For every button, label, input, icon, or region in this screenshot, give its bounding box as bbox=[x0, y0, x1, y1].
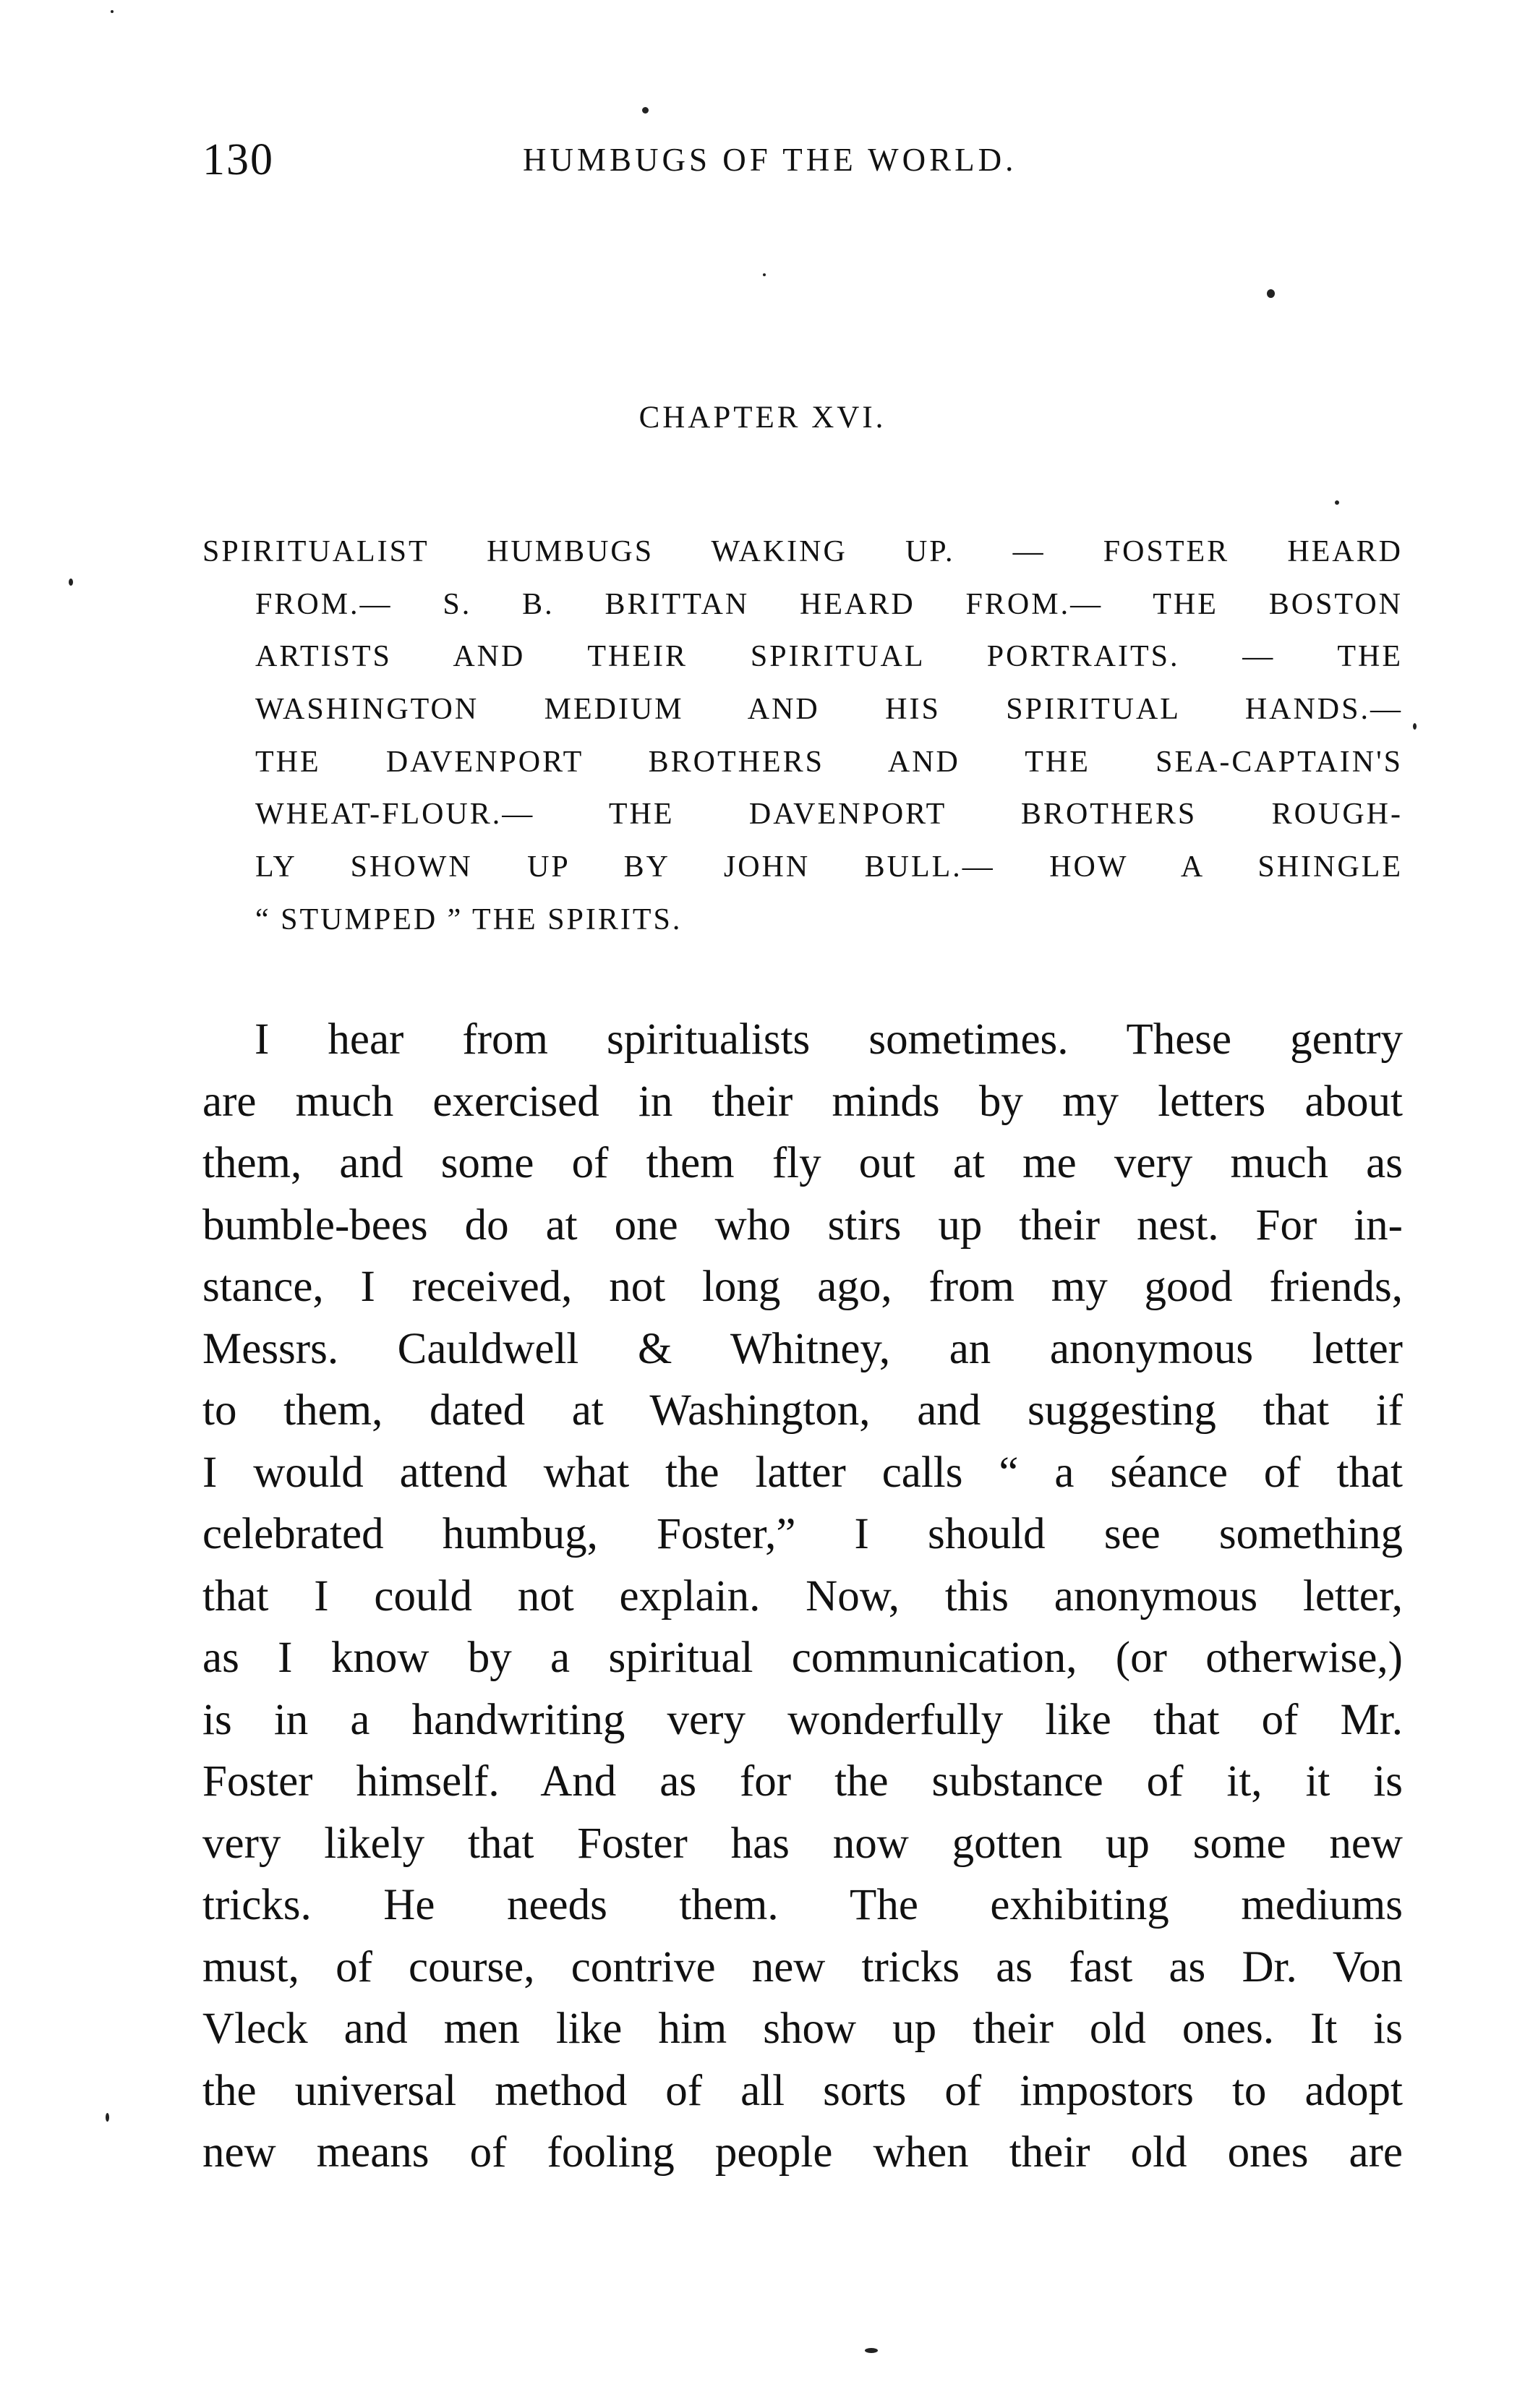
chapter-title: CHAPTER XVI. bbox=[638, 401, 887, 435]
synopsis-line: THE DAVENPORT BROTHERS AND THE SEA-CAPTAIN'S bbox=[255, 745, 1403, 779]
ink-speck bbox=[1267, 289, 1275, 298]
body-paragraph bbox=[202, 1009, 1403, 2184]
body-line: as I know by a spiritual communication, (or otherwise,) bbox=[202, 1634, 1403, 1682]
body-line: I hear from spiritualists sometimes. These gentry bbox=[255, 1015, 1403, 1064]
body-line: new means of fooling people when their old ones are bbox=[202, 2128, 1403, 2177]
chapter-synopsis bbox=[202, 526, 1403, 947]
synopsis-line: LY SHOWN UP BY JOHN BULL.— HOW A SHINGLE bbox=[255, 850, 1403, 884]
body-line: Messrs. Cauldwell & Whitney, an anonymous letter bbox=[202, 1324, 1403, 1373]
body-line: is in a handwriting very wonderfully like that of Mr. bbox=[202, 1695, 1403, 1744]
synopsis-line: SPIRITUALIST HUMBUGS WAKING UP. — FOSTER HEARD bbox=[202, 535, 1403, 568]
running-head bbox=[202, 127, 1403, 192]
body-line: Vleck and men like him show up their old ones. It is bbox=[202, 2004, 1403, 2053]
body-line: bumble-bees do at one who stirs up their nest. For in- bbox=[202, 1200, 1403, 1250]
synopsis-line: WHEAT-FLOUR.— THE DAVENPORT BROTHERS ROUGH- bbox=[255, 798, 1403, 832]
ink-speck bbox=[763, 273, 766, 276]
body-line: very likely that Foster has now gotten up some new bbox=[202, 1819, 1403, 1868]
body-line: the universal method of all sorts of impostors to adopt bbox=[202, 2066, 1403, 2115]
ink-speck bbox=[1335, 500, 1339, 505]
body-line: I would attend what the latter calls “ a séance of that bbox=[202, 1448, 1403, 1497]
body-line: must, of course, contrive new tricks as fast as Dr. Von bbox=[202, 1942, 1403, 1991]
synopsis-line: WASHINGTON MEDIUM AND HIS SPIRITUAL HANDS.— bbox=[255, 693, 1403, 727]
ink-speck bbox=[106, 2113, 109, 2122]
body-line: celebrated humbug, Foster,” I should see something bbox=[202, 1510, 1403, 1558]
running-title: HUMBUGS OF THE WORLD. bbox=[523, 142, 1017, 178]
body-line: them, and some of them fly out at me very much as bbox=[202, 1139, 1403, 1187]
body-line: stance, I received, not long ago, from my good friends, bbox=[202, 1263, 1403, 1311]
body-line: that I could not explain. Now, this anonymous letter, bbox=[202, 1571, 1403, 1621]
page-number: 130 bbox=[202, 135, 274, 184]
synopsis-line: FROM.— S. B. BRITTAN HEARD FROM.— THE BOSTON bbox=[255, 587, 1403, 621]
ink-speck bbox=[1413, 723, 1417, 730]
body-line: tricks. He needs them. The exhibiting mediums bbox=[202, 1881, 1403, 1929]
ink-speck bbox=[865, 2348, 878, 2353]
body-line: Foster himself. And as for the substance of it, it is bbox=[202, 1757, 1403, 1806]
synopsis-line: ARTISTS AND THEIR SPIRITUAL PORTRAITS. — THE bbox=[255, 640, 1403, 674]
ink-speck bbox=[111, 10, 114, 13]
body-line: are much exercised in their minds by my letters about bbox=[202, 1077, 1403, 1126]
ink-speck bbox=[69, 578, 73, 586]
body-line: to them, dated at Washington, and suggesting that if bbox=[202, 1386, 1403, 1435]
ink-speck bbox=[642, 107, 649, 114]
synopsis-line: “ STUMPED ” THE SPIRITS. bbox=[255, 902, 683, 936]
